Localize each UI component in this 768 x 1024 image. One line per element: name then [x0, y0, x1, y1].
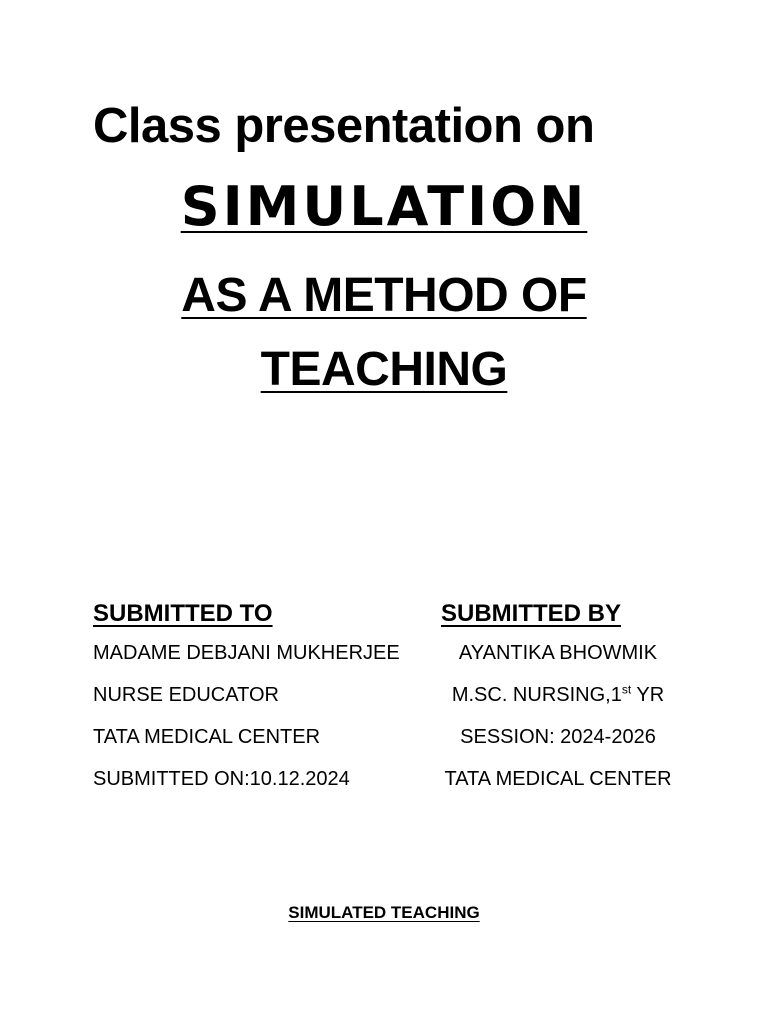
subtitle-line-1	[0, 266, 768, 326]
submitted-by-column	[434, 596, 682, 810]
simulated-teaching-link[interactable]	[0, 902, 768, 924]
main-title	[0, 172, 768, 242]
intro-line: Class presentation on	[93, 99, 595, 153]
submitted-by-heading: SUBMITTED BY	[441, 600, 621, 627]
course-year-superscript: st	[621, 682, 632, 697]
submitted-by-session: SESSION: 2024-2026	[460, 726, 656, 748]
course-suffix: YR	[631, 684, 665, 706]
simulated-teaching-link-text[interactable]: SIMULATED TEACHING	[288, 903, 480, 922]
submitted-by-institution: TATA MEDICAL CENTER	[444, 768, 672, 790]
submitted-to-heading: SUBMITTED TO	[93, 600, 273, 627]
subtitle-line-1-text: AS A METHOD OF	[181, 269, 587, 322]
course-prefix: M.SC. NURSING,1	[451, 684, 622, 706]
submission-date: SUBMITTED ON:10.12.2024	[93, 768, 350, 790]
main-title-text: SIMULATION	[180, 175, 588, 238]
submitted-to-designation: NURSE EDUCATOR	[93, 684, 279, 706]
submitted-by-course	[434, 684, 682, 706]
submitted-to-column	[93, 596, 400, 810]
submitted-by-name: AYANTIKA BHOWMIK	[458, 642, 658, 664]
subtitle-line-2-text: TEACHING	[260, 343, 508, 396]
submitted-to-institution: TATA MEDICAL CENTER	[93, 726, 321, 748]
submitted-to-name: MADAME DEBJANI MUKHERJEE	[93, 642, 400, 664]
subtitle-line-2	[0, 340, 768, 400]
